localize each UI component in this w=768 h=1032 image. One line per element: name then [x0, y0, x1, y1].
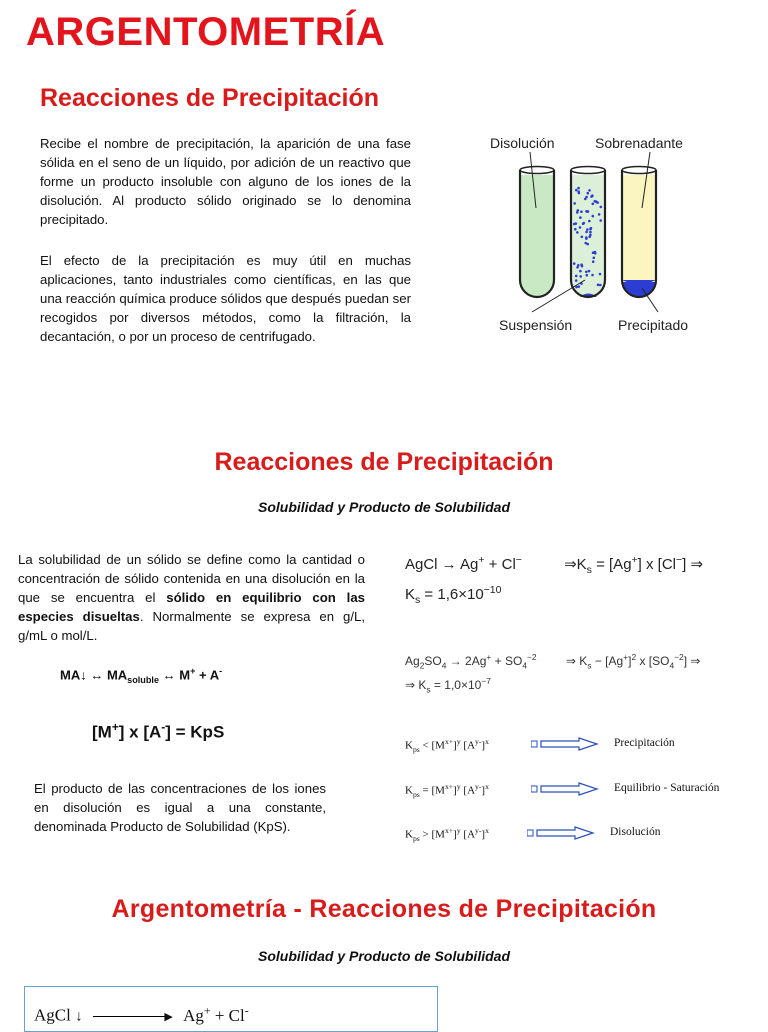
arrow-3-icon — [527, 826, 597, 845]
agcl-equation-box — [24, 986, 438, 1032]
para1-part-a: La solubilidad de un sólido se define como la cantidad o concentración de sólido contenida en una disolución en la que se encuentra el — [18, 552, 365, 605]
arrow-2-icon — [531, 782, 601, 801]
section3-subtitle: Solubilidad y Producto de Solubilidad — [257, 948, 510, 964]
section3-title: Argentometría - Reacciones de Precipitación — [111, 895, 657, 923]
label-disolucion: Disolución — [490, 135, 555, 151]
condition-2: $K_{ps} = [M^{x+}]^y$ $[A^{y-}]^x$ — [405, 782, 489, 799]
condition-3: $K_{ps} > [M^{x+}]^y$ $[A^{y-}]^x$ — [405, 826, 489, 843]
ag2so4-equation: $Ag_2SO_4 \to 2Ag^+ + SO_4^{-2}$ ⇒ $K_s - [Ag^+]^2$ x $[SO_4^{-2}]$ ⇒ ⇒ $K_s = 1,0\times 10^{-7}$ — [405, 652, 701, 695]
para1-part-c: . Normalmente se expresa en g/L, g/mL o mol/L. — [18, 609, 365, 643]
tube-suspension — [571, 167, 605, 298]
label-suspension: Suspensión — [499, 317, 573, 333]
section1-paragraph-1: Recibe el nombre de precipitación, la aparición de una fase sólida en el seno de un líquido, por adición de un reactivo que forme un producto insoluble con alguno de los iones de la disolución. Al producto sólido originado se lo denomina precipitado. — [40, 136, 411, 227]
tube-disolucion — [520, 167, 554, 298]
equilibrium-formula: MA↓ ↔ $MA_{soluble}$ ↔ M+ + A- — [60, 666, 223, 685]
agcl-reaction: AgCl ↓ ▶ Ag+ + Cl- — [34, 1003, 249, 1025]
agcl-equation: AgCl → Ag+ + Cl− $\Rightarrow K_s = [Ag^+]$ x [Cl−] ⇒ $K_s = 1,6\times 10^{-10}$ — [405, 554, 704, 606]
section2-title: Reacciones de Precipitación — [214, 448, 554, 476]
condition-1-label: Precipitación — [614, 737, 675, 749]
main-title: ARGENTOMETRÍA — [26, 10, 386, 54]
label-sobrenadante: Sobrenadante — [595, 135, 683, 151]
section1-paragraph-2: El efecto de la precipitación es muy útil en muchas aplicaciones, tanto industriales como científicas, en las que una reacción química produce sólidos que después puedan ser recogidos por diversos métodos, como la filtración, la decantación, o por un proceso de centrifugado. — [40, 253, 411, 344]
section2-subtitle: Solubilidad y Producto de Solubilidad — [257, 499, 510, 515]
section1-title: Reacciones de Precipitación — [40, 84, 380, 112]
condition-1: $K_{ps} < [M^{x+}]^y$ $[A^{y-}]^x$ — [405, 737, 489, 754]
arrow-1-icon — [531, 737, 601, 756]
test-tube-diagram — [470, 130, 710, 340]
condition-3-label: Disolución — [610, 826, 661, 838]
label-precipitado: Precipitado — [618, 317, 689, 333]
para1-bold: sólido en equilibrio con las especies disueltas — [18, 590, 365, 624]
section2-paragraph-2: El producto de las concentraciones de los iones en disolución es igual a una constante, denominada Producto de Solubilidad (KpS). — [34, 781, 326, 834]
section2-paragraph-1 — [18, 550, 365, 645]
test-tubes-illustration — [470, 130, 710, 340]
condition-2-label: Equilibrio - Saturación — [614, 782, 720, 794]
tube-precipitado — [622, 167, 656, 298]
kps-expression: [M+] x [A-] = KpS — [92, 720, 225, 742]
